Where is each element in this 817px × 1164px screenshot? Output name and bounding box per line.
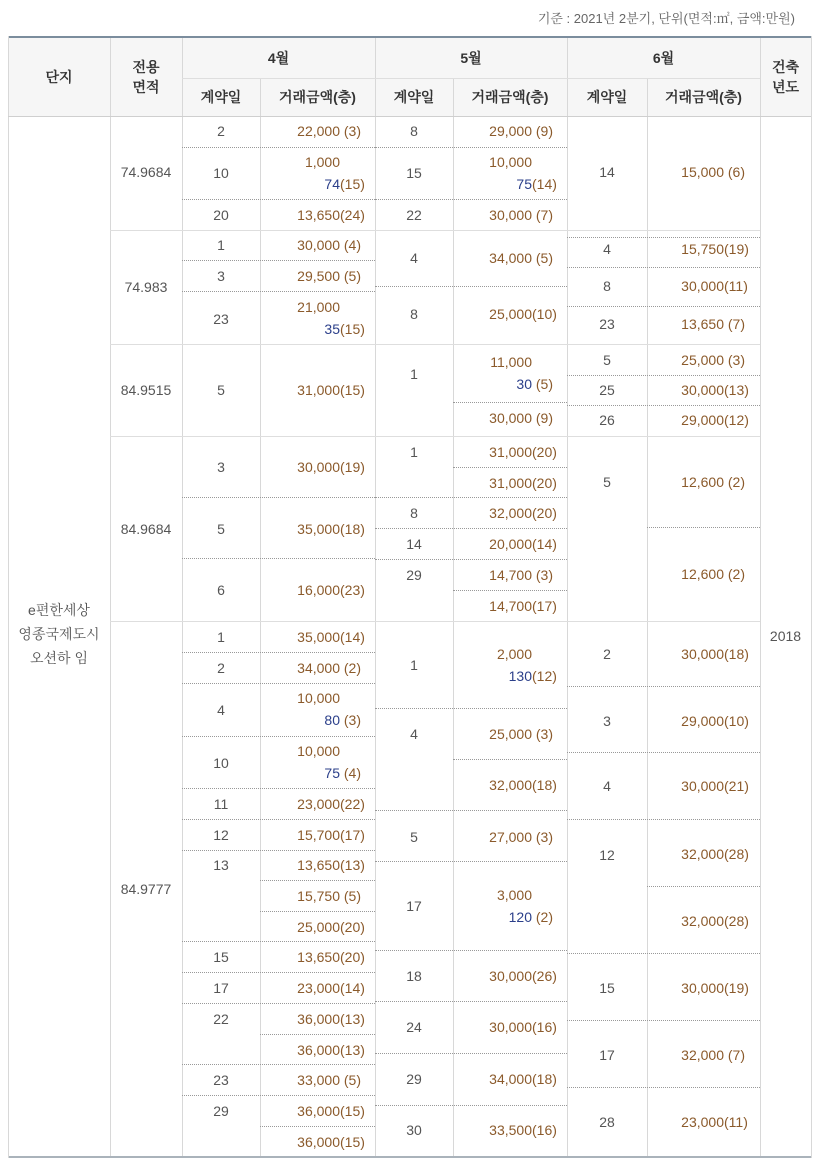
trade-price: 13,650: [297, 207, 340, 223]
trade-price: 31,000: [489, 444, 532, 460]
row-separator: [182, 199, 375, 200]
trade-floor: (23): [340, 582, 365, 598]
contract-day: 4: [217, 702, 225, 718]
trade-floor: (22): [340, 796, 365, 812]
row-separator: [647, 527, 760, 528]
contract-day: 4: [603, 778, 611, 794]
trade-price: 35,000: [297, 521, 340, 537]
trade-price: 13,650: [681, 316, 724, 332]
trade-price: 15,750: [297, 888, 340, 904]
trade-price: 11,000: [490, 354, 532, 370]
trade-price: 30,000: [681, 278, 724, 294]
trade-price: 36,000: [297, 1042, 340, 1058]
contract-day: 11: [213, 796, 229, 812]
trade-floor: (13): [340, 1011, 365, 1027]
column-divider: [110, 38, 111, 1156]
contract-day: 29: [406, 1071, 422, 1087]
row-separator: [567, 306, 760, 307]
build-year-header: [760, 38, 811, 116]
trade-price: 10,000: [297, 743, 340, 759]
trade-floor: (19): [724, 241, 749, 257]
june-header: 6월: [567, 38, 760, 78]
trade-floor: (7): [724, 316, 745, 332]
trade-price: 32,000: [681, 913, 724, 929]
trade-sub-amount: 130: [508, 668, 532, 684]
contract-day: 5: [410, 829, 418, 845]
trade-floor: (16): [532, 1122, 557, 1138]
trade-floor: (15): [340, 176, 365, 192]
row-separator: [567, 953, 760, 954]
trade-floor: (5): [340, 888, 361, 904]
contract-day: 5: [217, 521, 225, 537]
contract-day: 5: [217, 382, 225, 398]
trade-floor: (24): [340, 207, 365, 223]
row-separator: [647, 886, 760, 887]
row-separator: [110, 344, 760, 345]
trade-price: 30,000: [489, 1019, 532, 1035]
trade-price: 22,000: [297, 123, 340, 139]
contract-day: 29: [213, 1103, 229, 1119]
trade-price: 14,700: [489, 598, 532, 614]
trade-floor: (13): [724, 382, 749, 398]
trade-price: 30,000: [489, 207, 532, 223]
trade-price: 30,000: [681, 778, 724, 794]
row-separator: [375, 708, 567, 709]
contract-day: 2: [217, 123, 225, 139]
trade-floor: (11): [724, 1114, 748, 1130]
row-separator: [182, 147, 375, 148]
trade-price: 2,000: [496, 646, 532, 662]
trade-sub-amount: 75: [516, 176, 532, 192]
trade-price: 27,000: [489, 829, 532, 845]
row-separator: [567, 1020, 760, 1021]
trade-floor: (13): [340, 857, 365, 873]
trade-sub-amount: 74: [324, 176, 340, 192]
june-day-header: 계약일: [567, 78, 647, 116]
row-separator: [567, 237, 760, 238]
unit-note: 기준 : 2021년 2분기, 단위(면적:㎡, 금액:만원): [537, 11, 795, 26]
april-amount-header: 거래금액(층): [260, 78, 375, 116]
contract-day: 15: [599, 980, 615, 996]
trade-floor: (2): [724, 566, 745, 582]
trade-price: 30,000: [489, 410, 532, 426]
trade-price: 34,000: [489, 250, 532, 266]
row-separator: [182, 941, 375, 942]
contract-day: 12: [599, 847, 615, 863]
row-separator: [567, 375, 760, 376]
trade-price: 36,000: [297, 1011, 340, 1027]
row-separator: [182, 788, 375, 789]
column-divider: [453, 78, 454, 1156]
row-separator: [375, 1105, 567, 1106]
trade-price: 32,000: [489, 777, 532, 793]
april-header: 4월: [182, 38, 375, 78]
trade-price: 14,700: [489, 567, 532, 583]
trade-floor: (7): [724, 1047, 745, 1063]
row-separator: [182, 972, 375, 973]
contract-day: 14: [599, 164, 615, 180]
trade-floor: (13): [340, 1042, 365, 1058]
trade-floor: (15): [340, 1134, 365, 1150]
trade-floor: (3): [340, 712, 361, 728]
row-separator: [260, 1034, 375, 1035]
trade-price: 13,650: [297, 857, 340, 873]
trade-floor: (10): [532, 306, 557, 322]
contract-day: 23: [213, 311, 229, 327]
row-separator: [182, 1064, 375, 1065]
year-header-line2: 년도: [771, 79, 800, 95]
trade-floor: (3): [724, 352, 745, 368]
contract-day: 2: [217, 660, 225, 676]
row-separator: [375, 1001, 567, 1002]
trade-floor: (20): [340, 919, 365, 935]
trade-floor: (18): [532, 1071, 557, 1087]
row-separator: [182, 819, 375, 820]
row-separator: [182, 558, 375, 559]
trade-price: 25,000: [681, 352, 724, 368]
area-value: 84.9684: [120, 521, 172, 537]
area-value: 84.9515: [120, 382, 172, 398]
row-separator: [375, 199, 567, 200]
may-day-header: 계약일: [375, 78, 453, 116]
contract-day: 23: [213, 1072, 229, 1088]
trade-floor: (15): [340, 382, 365, 398]
trade-price: 34,000: [489, 1071, 532, 1087]
trade-floor: (14): [340, 980, 365, 996]
row-separator: [182, 683, 375, 684]
contract-day: 4: [410, 250, 418, 266]
trade-floor: (11): [724, 278, 748, 294]
trade-price: 25,000: [297, 919, 340, 935]
trade-floor: (3): [532, 726, 553, 742]
trade-floor: (5): [340, 268, 361, 284]
header-bottom-line: [8, 116, 811, 117]
area-header: [110, 38, 182, 116]
row-separator: [453, 759, 567, 760]
trade-price: 36,000: [297, 1134, 340, 1150]
complex-name-line2: 영종국제도시: [18, 626, 100, 642]
trade-price: 15,700: [297, 827, 340, 843]
complex-name-line3: 오션하 임: [30, 650, 88, 666]
may-amount-header: 거래금액(층): [453, 78, 567, 116]
trade-price: 30,000: [297, 237, 340, 253]
row-separator: [453, 402, 567, 403]
contract-day: 8: [410, 123, 418, 139]
trade-price: 15,000: [681, 164, 724, 180]
row-separator: [375, 861, 567, 862]
contract-day: 10: [213, 755, 229, 771]
trade-price: 36,000: [297, 1103, 340, 1119]
row-separator: [110, 230, 760, 231]
trade-floor: (15): [340, 1103, 365, 1119]
trade-floor: (14): [532, 176, 557, 192]
contract-day: 1: [217, 629, 225, 645]
area-value: 74.9684: [120, 164, 172, 180]
trade-floor: (19): [724, 980, 749, 996]
row-separator: [110, 621, 760, 622]
row-separator: [182, 652, 375, 653]
trade-floor: (20): [532, 475, 557, 491]
column-divider: [8, 36, 9, 1158]
trade-floor: (21): [724, 778, 749, 794]
trade-price: 35,000: [297, 629, 340, 645]
trade-price: 21,000: [297, 299, 340, 315]
trade-floor: (7): [532, 207, 553, 223]
trade-floor: (26): [532, 968, 557, 984]
contract-day: 1: [410, 444, 418, 460]
trade-price: 12,600: [681, 474, 724, 490]
trade-floor: (28): [724, 846, 749, 862]
contract-day: 18: [406, 968, 422, 984]
row-separator: [567, 1087, 760, 1088]
row-separator: [375, 810, 567, 811]
trade-price: 1,000: [304, 154, 340, 170]
trade-floor: (18): [340, 521, 365, 537]
trade-floor: (20): [532, 444, 557, 460]
trade-sub-amount: 35: [324, 321, 340, 337]
trade-floor: (12): [532, 668, 557, 684]
header-divider: [182, 78, 760, 79]
row-separator: [375, 1053, 567, 1054]
contract-day: 13: [213, 857, 229, 873]
row-separator: [453, 467, 567, 468]
contract-day: 3: [603, 713, 611, 729]
contract-day: 1: [410, 657, 418, 673]
area-value: 74.983: [124, 279, 168, 295]
contract-day: 26: [599, 412, 615, 428]
trade-floor: (19): [340, 459, 365, 475]
row-separator: [182, 736, 375, 737]
year-header-line1: 건축: [771, 58, 800, 75]
trade-price: 30,000: [681, 382, 724, 398]
row-separator: [567, 819, 760, 820]
trade-floor: (15): [340, 321, 365, 337]
row-separator: [375, 528, 567, 529]
row-separator: [375, 147, 567, 148]
may-header: 5월: [375, 38, 567, 78]
column-divider: [760, 38, 761, 1156]
contract-day: 8: [410, 505, 418, 521]
trade-floor: (16): [532, 1019, 557, 1035]
contract-day: 28: [599, 1114, 615, 1130]
contract-day: 17: [213, 980, 229, 996]
trade-price: 25,000: [489, 306, 532, 322]
row-separator: [567, 267, 760, 268]
contract-day: 10: [213, 165, 229, 181]
complex-name-line1: e편한세상: [28, 602, 90, 618]
trade-price: 31,000: [489, 475, 532, 491]
trade-floor: (14): [532, 536, 557, 552]
trade-price: 16,000: [297, 582, 340, 598]
contract-day: 3: [217, 268, 225, 284]
trade-price: 23,000: [297, 980, 340, 996]
trade-price: 10,000: [297, 690, 340, 706]
trade-floor: (12): [724, 412, 749, 428]
row-separator: [567, 752, 760, 753]
trade-floor: (17): [340, 827, 365, 843]
trade-floor: (28): [724, 913, 749, 929]
trade-price: 29,000: [681, 713, 724, 729]
trade-floor: (5): [340, 1072, 361, 1088]
trade-sub-amount: 120: [508, 909, 532, 925]
row-separator: [375, 950, 567, 951]
contract-day: 3: [217, 459, 225, 475]
trade-sub-amount: 75: [324, 765, 340, 781]
row-separator: [182, 850, 375, 851]
complex-header: 단지: [8, 38, 110, 116]
row-separator: [260, 1126, 375, 1127]
column-divider: [375, 38, 376, 1156]
trade-floor: (2): [340, 660, 361, 676]
trade-price: 30,000: [681, 646, 724, 662]
row-separator: [182, 260, 375, 261]
build-year: 2018: [769, 628, 802, 644]
row-separator: [375, 559, 567, 560]
trade-price: 3,000: [496, 887, 532, 903]
june-amount-header: 거래금액(층): [647, 78, 760, 116]
contract-day: 4: [603, 241, 611, 257]
row-separator: [453, 590, 567, 591]
trade-price: 30,000: [297, 459, 340, 475]
row-separator: [182, 1095, 375, 1096]
trade-floor: (9): [532, 123, 553, 139]
trade-floor: (3): [532, 829, 553, 845]
contract-day: 1: [410, 366, 418, 382]
area-header-line2: 면적: [132, 79, 160, 95]
contract-day: 4: [410, 726, 418, 742]
contract-day: 6: [217, 582, 225, 598]
trade-price: 29,000: [489, 123, 532, 139]
trade-floor: (9): [532, 410, 553, 426]
contract-day: 5: [603, 352, 611, 368]
trade-floor: (2): [724, 474, 745, 490]
trade-price: 29,000: [681, 412, 724, 428]
contract-day: 17: [406, 898, 422, 914]
contract-day: 8: [603, 278, 611, 294]
contract-day: 22: [213, 1011, 229, 1027]
row-separator: [260, 880, 375, 881]
trade-price: 31,000: [297, 382, 340, 398]
contract-day: 20: [213, 207, 229, 223]
contract-day: 22: [406, 207, 422, 223]
column-divider: [811, 36, 812, 1158]
trade-floor: (3): [532, 567, 553, 583]
trade-price: 20,000: [489, 536, 532, 552]
trade-price: 30,000: [489, 968, 532, 984]
trade-price: 10,000: [489, 154, 532, 170]
row-separator: [182, 497, 375, 498]
trade-floor: (18): [724, 646, 749, 662]
trade-price: 23,000: [297, 796, 340, 812]
contract-day: 23: [599, 316, 615, 332]
contract-day: 15: [406, 165, 422, 181]
trade-floor: (3): [340, 123, 361, 139]
row-separator: [110, 436, 760, 437]
trade-sub-amount: 80: [324, 712, 340, 728]
trade-floor: (2): [532, 909, 553, 925]
trade-floor: (5): [532, 376, 553, 392]
trade-floor: (17): [532, 598, 557, 614]
row-separator: [260, 911, 375, 912]
row-separator: [567, 686, 760, 687]
trade-sub-amount: 30: [516, 376, 532, 392]
trade-floor: (6): [724, 164, 745, 180]
row-separator: [375, 286, 567, 287]
row-separator: [182, 291, 375, 292]
contract-day: 2: [603, 646, 611, 662]
row-separator: [567, 405, 760, 406]
trade-floor: (20): [340, 949, 365, 965]
april-day-header: 계약일: [182, 78, 260, 116]
trade-price: 12,600: [681, 566, 724, 582]
contract-day: 30: [406, 1122, 422, 1138]
row-separator: [375, 497, 567, 498]
trade-floor: (10): [724, 713, 749, 729]
trade-floor: (14): [340, 629, 365, 645]
contract-day: 17: [599, 1047, 615, 1063]
contract-day: 14: [406, 536, 422, 552]
trade-price: 32,000: [489, 505, 532, 521]
trade-price: 29,500: [297, 268, 340, 284]
area-value: 84.9777: [120, 881, 172, 897]
trade-floor: (5): [532, 250, 553, 266]
contract-day: 25: [599, 382, 615, 398]
contract-day: 15: [213, 949, 229, 965]
contract-day: 24: [406, 1019, 422, 1035]
trade-floor: (4): [340, 237, 361, 253]
trade-floor: (18): [532, 777, 557, 793]
trade-floor: (20): [532, 505, 557, 521]
contract-day: 8: [410, 306, 418, 322]
trade-floor: (4): [340, 765, 361, 781]
contract-day: 12: [213, 827, 229, 843]
trade-price: 33,500: [489, 1122, 532, 1138]
trade-price: 25,000: [489, 726, 532, 742]
table-bottom-border: [8, 1156, 811, 1158]
trade-price: 32,000: [681, 1047, 724, 1063]
row-separator: [182, 1003, 375, 1004]
contract-day: 29: [406, 567, 422, 583]
contract-day: 1: [217, 237, 225, 253]
trade-price: 15,750: [681, 241, 724, 257]
trade-price: 13,650: [297, 949, 340, 965]
trade-price: 32,000: [681, 846, 724, 862]
trade-price: 34,000: [297, 660, 340, 676]
contract-day: 5: [603, 474, 611, 490]
trade-price: 30,000: [681, 980, 724, 996]
trade-price: 33,000: [297, 1072, 340, 1088]
area-header-line1: 전용: [132, 58, 160, 75]
trade-price: 23,000: [681, 1114, 724, 1130]
